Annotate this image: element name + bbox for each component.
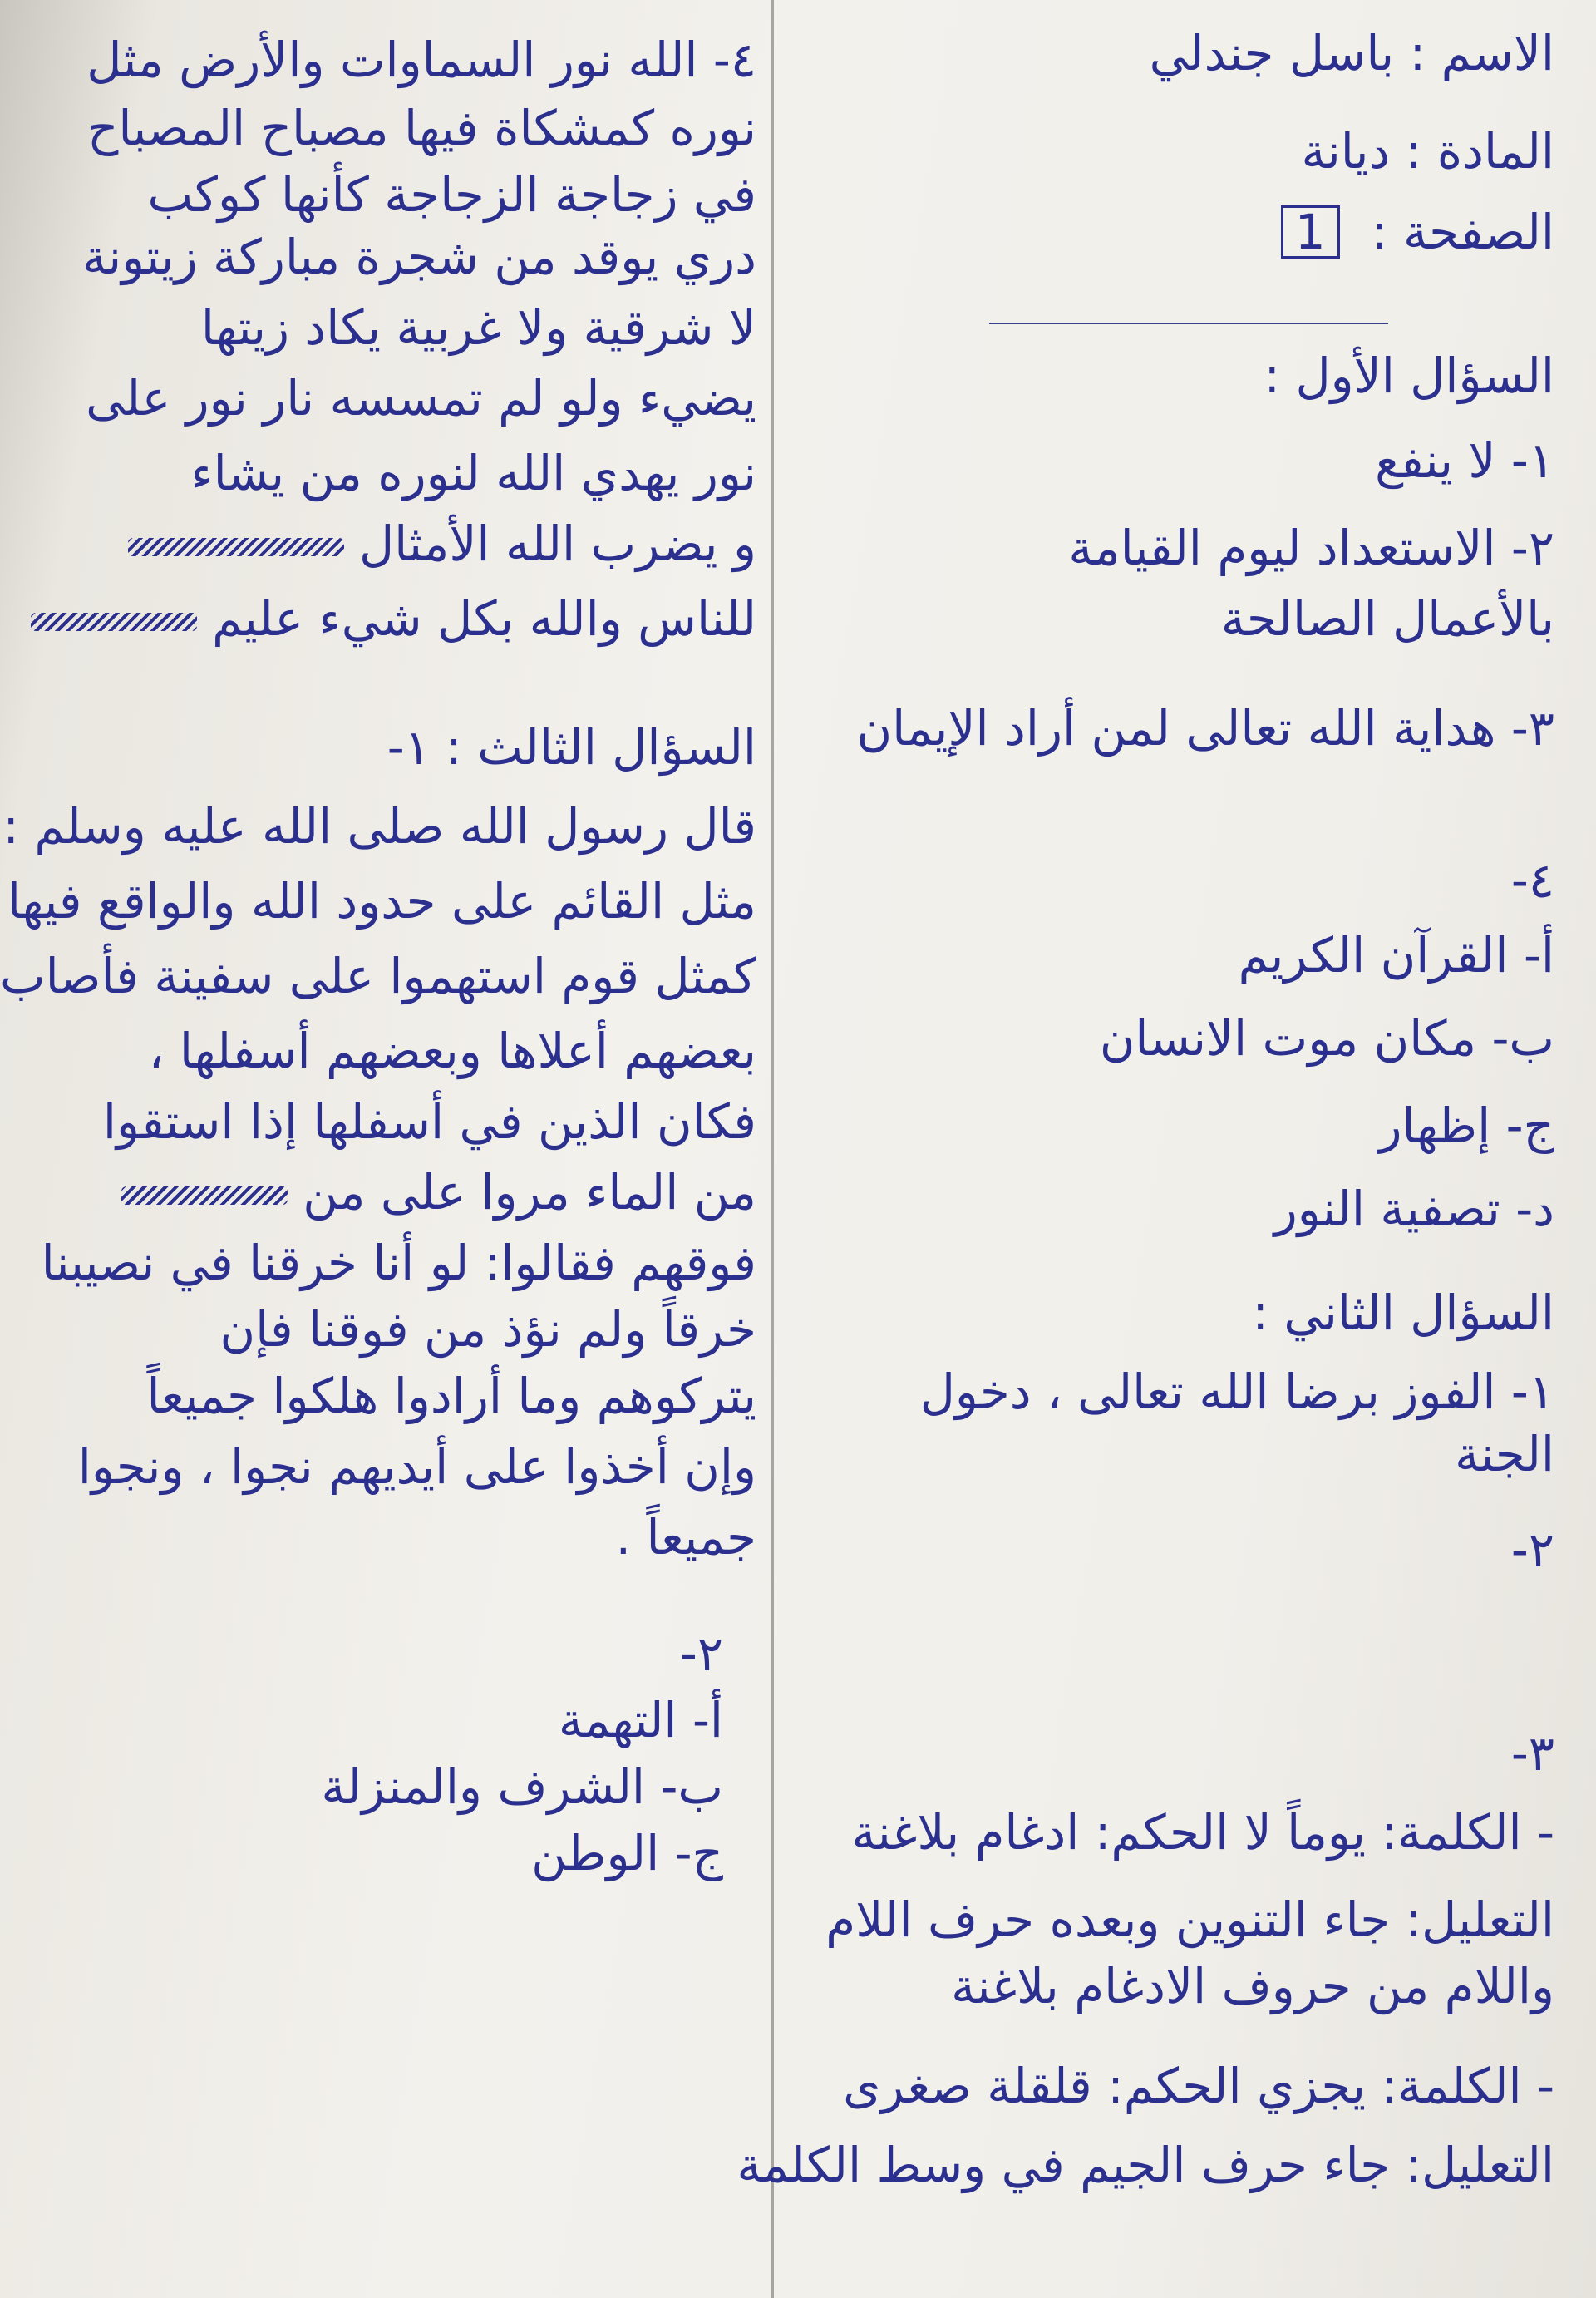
- q3-answer-2-label: ٢-: [679, 1625, 723, 1682]
- q1-answer-1: ١- لا ينفع: [1375, 432, 1554, 489]
- ayah-line-2: نوره كمشكاة فيها مصباح المصباح: [86, 100, 756, 156]
- hadith-line-6: [121, 1164, 756, 1222]
- column-divider: [771, 0, 774, 2298]
- q1-answer-2-line1: ٢- الاستعداد ليوم القيامة: [1068, 520, 1554, 576]
- q1-answer-4-a: أ- القرآن الكريم: [1238, 927, 1554, 984]
- hadith-line-11: جميعاً .: [615, 1509, 756, 1566]
- tajweed-word-2: - الكلمة: يجزي الحكم: قلقلة صغرى: [843, 2058, 1554, 2114]
- crossed-out-scribble: [121, 1186, 288, 1205]
- student-name: الاسم : باسل جندلي: [1149, 25, 1554, 81]
- q1-answer-3: ٣- هداية الله تعالى لمن أراد الإيمان: [856, 700, 1554, 757]
- crossed-out-scribble: [128, 538, 344, 556]
- hadith-line-2: مثل القائم على حدود الله والواقع فيها: [7, 873, 756, 930]
- ayah-line-1: ٤- الله نور السماوات والأرض مثل: [86, 32, 756, 88]
- q1-answer-4-c: ج- إظهار: [1378, 1097, 1554, 1154]
- ayah-line-9-text: للناس والله بكل شيء عليم: [212, 590, 756, 647]
- q2-answer-1-line2: الجنة: [1455, 1426, 1554, 1482]
- ayah-line-8: [128, 515, 756, 574]
- q3-answer-2-b: ب- الشرف والمنزلة: [321, 1758, 723, 1815]
- left-column: [0, 17, 756, 2281]
- hadith-line-4: بعضهم أعلاها وبعضهم أسفلها ،: [148, 1023, 756, 1079]
- ayah-line-9: [31, 590, 756, 648]
- q1-answer-4-b: ب- مكان موت الانسان: [1099, 1010, 1554, 1067]
- tajweed-reason-1-line2: واللام من حروف الادغام بلاغنة: [951, 1958, 1554, 2014]
- right-column: [736, 17, 1554, 2281]
- header-rule: [989, 323, 1388, 324]
- q3-title: السؤال الثالث : ١-: [387, 719, 756, 776]
- tajweed-word-1: - الكلمة: يوماً لا الحكم: ادغام بلاغنة: [851, 1804, 1554, 1861]
- q1-answer-4-d: د- تصفية النور: [1273, 1181, 1554, 1237]
- hadith-line-3: كمثل قوم استهموا على سفينة فأصاب: [0, 948, 756, 1004]
- q1-answer-2-line2: بالأعمال الصالحة: [1220, 590, 1554, 647]
- hadith-line-9: يتركوهم وما أرادوا هلكوا جميعاً: [146, 1368, 756, 1424]
- ayah-line-8-text: و يضرب الله الأمثال: [358, 515, 756, 572]
- tajweed-reason-1-line1: التعليل: جاء التنوين وبعده حرف اللام: [825, 1891, 1554, 1948]
- q3-answer-2-a: أ- التهمة: [558, 1692, 723, 1748]
- hadith-line-5: فكان الذين في أسفلها إذا استقوا: [102, 1093, 756, 1150]
- q3-answer-2-c: ج- الوطن: [531, 1825, 723, 1881]
- ayah-line-3: في زجاجة الزجاجة كأنها كوكب: [147, 166, 756, 223]
- page-number-box: 1: [1281, 205, 1340, 259]
- q2-answer-2-label: ٢-: [1510, 1521, 1554, 1578]
- ayah-line-5: لا شرقية ولا غربية يكاد زيتها: [200, 299, 756, 356]
- hadith-line-10: وإن أخذوا على أيديهم نجوا ، ونجوا: [77, 1438, 756, 1495]
- ayah-line-4: دري يوقد من شجرة مباركة زيتونة: [81, 229, 756, 285]
- q2-title: السؤال الثاني :: [1252, 1285, 1554, 1341]
- q2-answer-3-label: ٣-: [1510, 1725, 1554, 1782]
- page-line: [1281, 204, 1554, 262]
- q1-answer-4-label: ٤-: [1510, 852, 1554, 909]
- hadith-line-1: قال رسول الله صلى الله عليه وسلم :: [2, 798, 756, 855]
- ayah-line-6: يضيء ولو لم تمسسه نار نور على: [86, 370, 756, 427]
- hadith-line-8-text: خرقاً ولم نؤذ من فوقنا فإن: [219, 1301, 756, 1358]
- tajweed-reason-2: التعليل: جاء حرف الجيم في وسط الكلمة: [736, 2137, 1554, 2193]
- hadith-line-7: فوقهم فقالوا: لو أنا خرقنا في نصيبنا: [41, 1235, 756, 1291]
- q2-answer-1-line1: ١- الفوز برضا الله تعالى ، دخول: [919, 1364, 1554, 1420]
- subject-line: المادة : ديانة: [1301, 123, 1554, 180]
- hadith-line-6-text: من الماء مروا على من: [303, 1164, 756, 1221]
- page-label: الصفحة :: [1372, 204, 1554, 260]
- q1-title: السؤال الأول :: [1264, 348, 1554, 404]
- crossed-out-scribble: [31, 613, 197, 631]
- ayah-line-7: نور يهدي الله لنوره من يشاء: [190, 445, 756, 501]
- hadith-line-8: [220, 1301, 756, 1359]
